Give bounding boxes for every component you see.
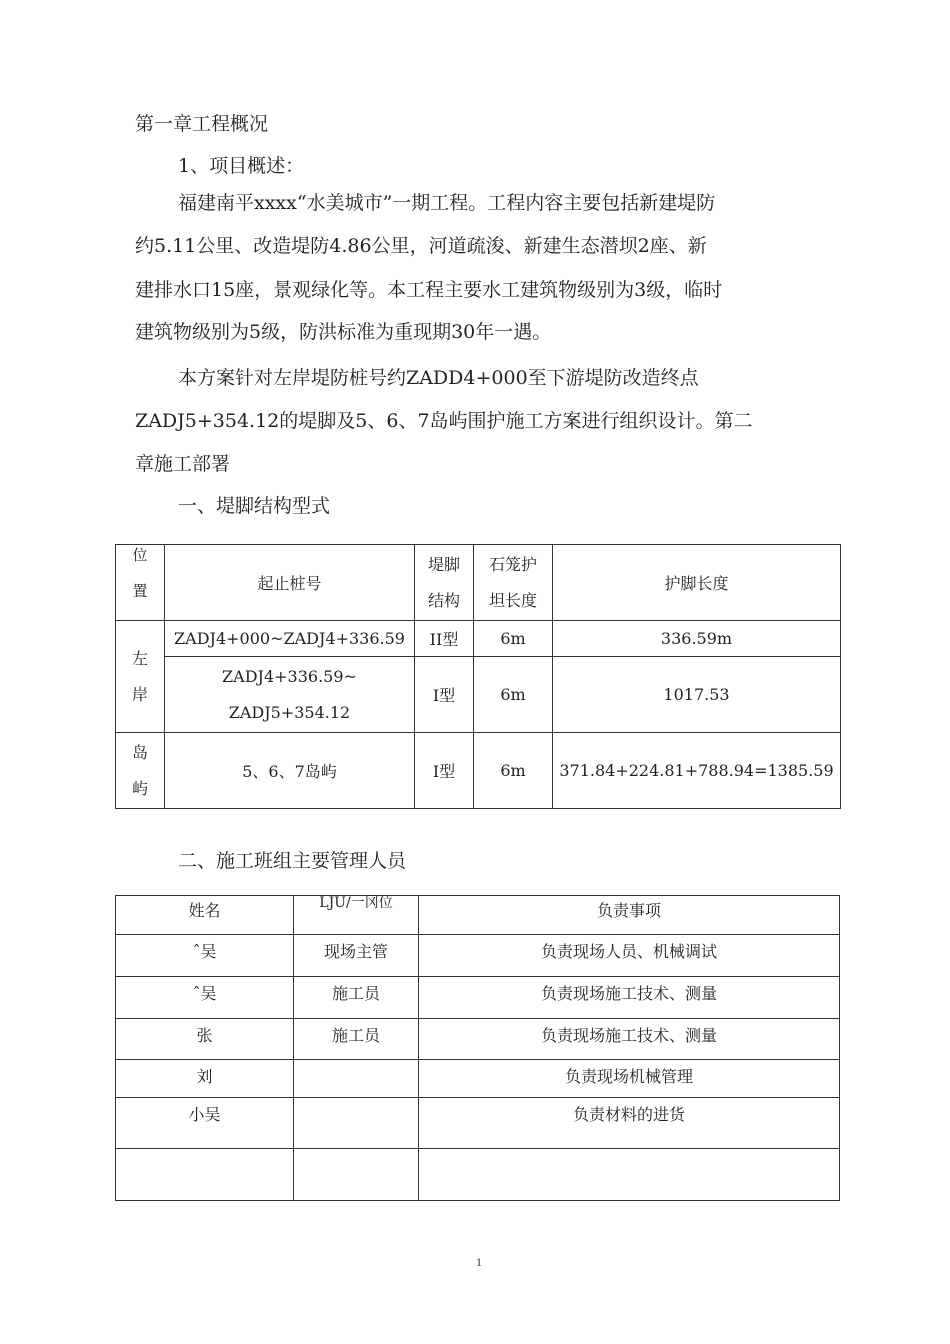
paragraph-line: ZADJ5+354.12的堤脚及5、6、7岛屿围护施工方案进行组织设计。第二 [135, 410, 753, 432]
cell-station: 5、6、7岛屿 [165, 733, 415, 809]
cell-island: 岛 屿 [116, 733, 165, 809]
cell-name: ˆ吴 [116, 935, 294, 977]
table-row [116, 1098, 840, 1149]
cell-length: 1017.53 [553, 657, 841, 733]
paragraph-line: 建筑物级别为5级，防洪标准为重现期30年一遇。 [135, 321, 552, 343]
cell-post [294, 1098, 419, 1149]
cell-length: 336.59m [553, 621, 841, 657]
embankment-structure-table [115, 544, 841, 809]
header-name: 姓名 [116, 896, 294, 935]
chapter-title: 第一章工程概况 [135, 113, 269, 135]
cell-length: 371.84+224.81+788.94=1385.59 [553, 733, 841, 809]
cell-duty: 负责现场机械管理 [419, 1060, 840, 1098]
cell-name: 张 [116, 1019, 294, 1060]
cell-post: 施工员 [294, 1019, 419, 1060]
section-heading-overview: 1、项目概述： [178, 155, 305, 177]
table-row [116, 733, 841, 809]
cell-gabion: 6m [474, 621, 553, 657]
cell-gabion: 6m [474, 657, 553, 733]
page-number: 1 [476, 1258, 483, 1269]
cell-structure: II型 [415, 621, 474, 657]
paragraph-line: 建排水口15座，景观绿化等。本工程主要水工建筑物级别为3级，临时 [135, 279, 723, 301]
cell-post [294, 1060, 419, 1098]
cell-duty: 负责现场施工技术、测量 [419, 977, 840, 1019]
cell-gabion: 6m [474, 733, 553, 809]
table-row [116, 1019, 840, 1060]
cell-duty [419, 1149, 840, 1201]
cell-name: 小吴 [116, 1098, 294, 1149]
table-row [116, 977, 840, 1019]
cell-left-bank: 左 岸 [116, 621, 165, 733]
staff-table [115, 895, 840, 1201]
paragraph-line: 章施工部署 [135, 453, 231, 475]
table-header-row [116, 896, 840, 935]
cell-name: ˆ吴 [116, 977, 294, 1019]
cell-structure: I型 [415, 733, 474, 809]
table-row [116, 1060, 840, 1098]
paragraph-line: 约5.11公里、改造堤防4.86公里，河道疏浚、新建生态潜坝2座、新 [135, 235, 707, 257]
cell-post: 施工员 [294, 977, 419, 1019]
section-heading-structure: 一、堤脚结构型式 [178, 495, 331, 517]
cell-duty: 负责现场施工技术、测量 [419, 1019, 840, 1060]
header-toe-length: 护脚长度 [553, 545, 841, 621]
header-duty: 负责事项 [419, 896, 840, 935]
cell-post [294, 1149, 419, 1201]
table-row [116, 657, 841, 733]
header-gabion-length: 石笼护 坦长度 [474, 545, 553, 621]
cell-duty: 负责现场人员、机械调试 [419, 935, 840, 977]
cell-station: ZADJ4+336.59~ ZADJ5+354.12 [165, 657, 415, 733]
table-row [116, 621, 841, 657]
cell-name: 刘 [116, 1060, 294, 1098]
cell-name [116, 1149, 294, 1201]
cell-structure: I型 [415, 657, 474, 733]
table-row [116, 935, 840, 977]
paragraph-line: 福建南平xxxx“水美城市”一期工程。工程内容主要包括新建堤防 [178, 192, 716, 214]
header-station: 起止桩号 [165, 545, 415, 621]
section-heading-staff: 二、施工班组主要管理人员 [178, 850, 407, 872]
header-location: 位 置 [116, 545, 165, 621]
table-header-row [116, 545, 841, 621]
cell-post: 现场主管 [294, 935, 419, 977]
header-structure: 堤脚 结构 [415, 545, 474, 621]
table-row [116, 1149, 840, 1201]
paragraph-line: 本方案针对左岸堤防桩号约ZADD4+000至下游堤防改造终点 [178, 367, 699, 389]
cell-station: ZADJ4+000~ZADJ4+336.59 [165, 621, 415, 657]
cell-duty: 负责材料的进货 [419, 1098, 840, 1149]
header-post: LJU/一冈位 [294, 896, 419, 935]
